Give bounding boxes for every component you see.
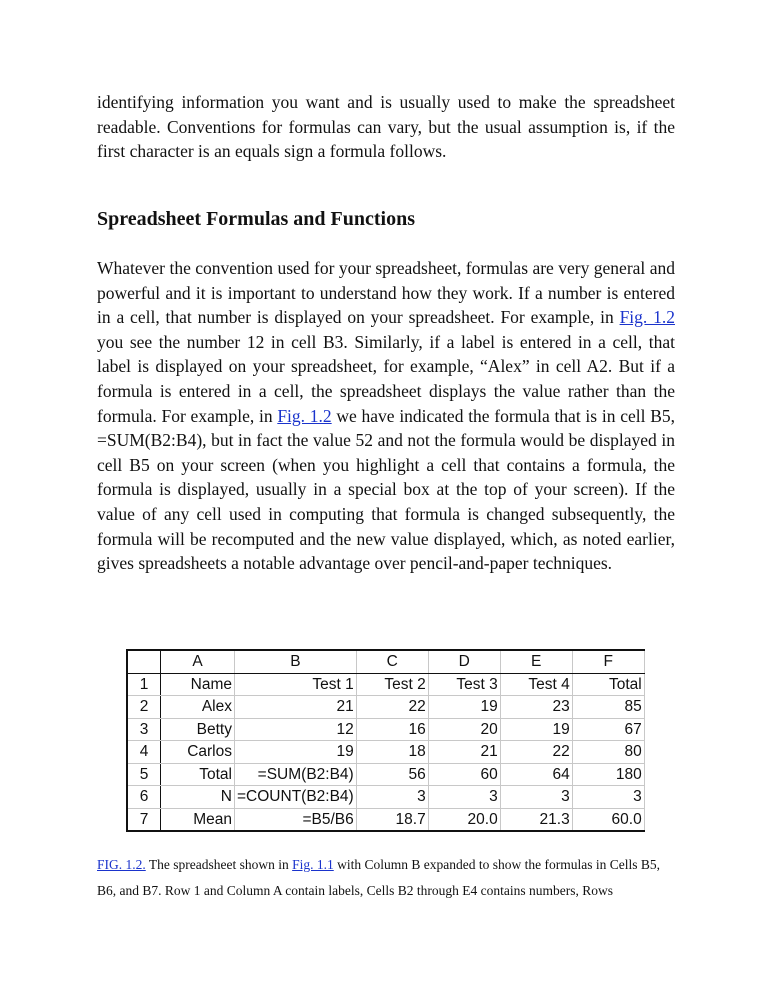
fig-1-2-link-2[interactable]: Fig. 1.2 (277, 405, 332, 426)
row-header: 7 (127, 808, 161, 831)
spreadsheet-cell: Test 2 (356, 673, 428, 696)
row-header: 5 (127, 763, 161, 786)
spreadsheet-cell: 56 (356, 763, 428, 786)
spreadsheet-cell: Total (572, 673, 644, 696)
column-header: D (428, 650, 500, 673)
spreadsheet-cell: N (161, 786, 235, 809)
fig-1-2-caption-label[interactable]: FIG. 1.2. (97, 857, 146, 872)
spreadsheet-cell: Test 3 (428, 673, 500, 696)
fig-1-1-link[interactable]: Fig. 1.1 (292, 857, 334, 872)
row-header: 1 (127, 673, 161, 696)
paragraph-text-2: you see the number 12 in cell B3. Similarly, if a label is entered in a cell, that label is displayed on your spreadsheet, for example, “Alex” in cell A2. But if a formula is entered in a cell, the spreadsheet displays the value rather than the formula. For example, in (97, 331, 675, 426)
row-header: 4 (127, 741, 161, 764)
spreadsheet-cell: 22 (356, 696, 428, 719)
spreadsheet-cell: Name (161, 673, 235, 696)
row-header: 3 (127, 718, 161, 741)
spreadsheet-cell: 21 (235, 696, 357, 719)
spreadsheet-cell: Carlos (161, 741, 235, 764)
spreadsheet-cell: 60.0 (572, 808, 644, 831)
spreadsheet-figure (126, 649, 645, 832)
column-header: A (161, 650, 235, 673)
spreadsheet-cell: 20.0 (428, 808, 500, 831)
fig-1-2-link-1[interactable]: Fig. 1.2 (619, 307, 675, 328)
spreadsheet-cell: 21 (428, 741, 500, 764)
spreadsheet-cell: Mean (161, 808, 235, 831)
column-header: E (500, 650, 572, 673)
spreadsheet-cell: =COUNT(B2:B4) (235, 786, 357, 809)
row-header: 2 (127, 696, 161, 719)
caption-text-1: The spreadsheet shown in (145, 857, 293, 872)
spreadsheet-cell: 16 (356, 718, 428, 741)
spreadsheet-cell: =B5/B6 (235, 808, 357, 831)
spreadsheet-cell: 60 (428, 763, 500, 786)
spreadsheet-cell: =SUM(B2:B4) (235, 763, 357, 786)
paragraph-intro: identifying information you want and is usually used to make the spreadsheet readable. Conventions for formulas can vary, but the usual assumption is, if the first character is an equals sign a formula follows. (97, 92, 675, 162)
spreadsheet-cell: 22 (500, 741, 572, 764)
spreadsheet-cell: Alex (161, 696, 235, 719)
spreadsheet-row (127, 786, 644, 809)
paragraph-formulas (97, 256, 675, 576)
column-header: F (572, 650, 644, 673)
spreadsheet-cell: 3 (500, 786, 572, 809)
spreadsheet-cell: Test 4 (500, 673, 572, 696)
spreadsheet-cell: 3 (428, 786, 500, 809)
spreadsheet-cell: 19 (428, 696, 500, 719)
spreadsheet-cell: 19 (500, 718, 572, 741)
spreadsheet-row (127, 741, 644, 764)
spreadsheet-cell: 20 (428, 718, 500, 741)
spreadsheet-cell: 3 (356, 786, 428, 809)
column-header: C (356, 650, 428, 673)
spreadsheet-cell: Total (161, 763, 235, 786)
spreadsheet-cell: 80 (572, 741, 644, 764)
spreadsheet-row (127, 763, 644, 786)
corner-cell (127, 650, 161, 673)
spreadsheet-cell: 18.7 (356, 808, 428, 831)
spreadsheet-cell: 12 (235, 718, 357, 741)
spreadsheet-cell: Betty (161, 718, 235, 741)
figure-caption (97, 852, 675, 904)
spreadsheet-row (127, 696, 644, 719)
spreadsheet-cell: 67 (572, 718, 644, 741)
column-header-row (127, 650, 644, 673)
spreadsheet-cell: 18 (356, 741, 428, 764)
section-heading: Spreadsheet Formulas and Functions (97, 208, 416, 230)
spreadsheet-cell: 23 (500, 696, 572, 719)
spreadsheet-row (127, 808, 644, 831)
spreadsheet-row (127, 673, 644, 696)
paragraph-text-1: Whatever the convention used for your spreadsheet, formulas are very general and powerful and it is important to understand how they work. If a number is entered in a cell, that number is displayed on your spreadsheet. For example, in (97, 258, 675, 328)
caption-text-2: with Column B expanded to show the formulas in Cells B5, B6, and B7. Row 1 and Column A contain labels, Cells B2 through E4 contains numbers, Rows (97, 857, 660, 898)
spreadsheet-cell: 21.3 (500, 808, 572, 831)
spreadsheet-cell: 180 (572, 763, 644, 786)
spreadsheet-cell: 85 (572, 696, 644, 719)
spreadsheet-row (127, 718, 644, 741)
spreadsheet-cell: 3 (572, 786, 644, 809)
column-header: B (235, 650, 357, 673)
spreadsheet-cell: 64 (500, 763, 572, 786)
paragraph-text-3: we have indicated the formula that is in cell B5, =SUM(B2:B4), but in fact the value 52 and not the formula would be displayed in cell B5 on your screen (when you highlight a cell that contains a formula, the formula is displayed, usually in a special box at the top of your screen). If the value of any cell used in computing that formula is changed subsequently, the formula will be recomputed and the new value displayed, which, as noted earlier, gives spreadsheets a notable advantage over pencil-and-paper techniques. (97, 405, 675, 574)
spreadsheet-cell: 19 (235, 741, 357, 764)
row-header: 6 (127, 786, 161, 809)
spreadsheet-cell: Test 1 (235, 673, 357, 696)
